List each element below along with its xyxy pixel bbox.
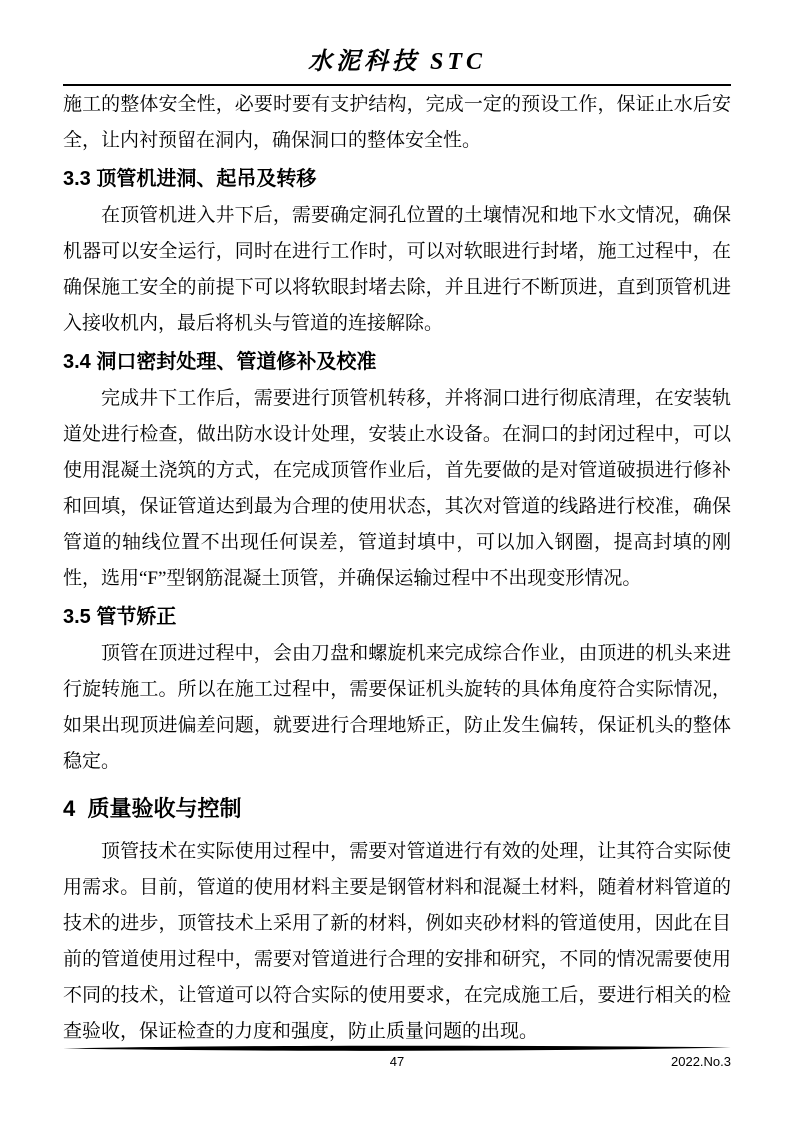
footer-text-row (63, 1054, 731, 1072)
section-paragraph: 顶管技术在实际使用过程中，需要对管道进行有效的处理，让其符合实际使用需求。目前，管道的使用材料主要是钢管材料和混凝土材料，随着材料管道的技术的进步，顶管技术上采用了新的材料，例如夹砂材料的管道使用，因此在目前的管道使用过程中，需要对管道进行合理的安排和研究，不同的情况需要使用不同的技术，让管道可以符合实际的使用要求，在完成施工后，要进行相关的检查验收，保证检查的力度和强度，防止质量问题的出现。 (63, 841, 731, 1042)
section-3-5 (63, 599, 731, 780)
section-heading: 3.3 顶管机进洞、起吊及转移 (63, 168, 317, 190)
section-3-4 (63, 344, 731, 597)
header-rule-divider (63, 84, 731, 86)
journal-title: 水泥科技 STC (307, 49, 486, 75)
footer-divider-bar (63, 1044, 731, 1054)
section-4 (63, 790, 731, 1050)
article-body (63, 87, 731, 1050)
section-heading: 3.4 洞口密封处理、管道修补及校准 (63, 351, 377, 373)
section-paragraph: 在顶管机进入井下后，需要确定洞孔位置的土壤情况和地下水文情况，确保机器可以安全运行，同时在进行工作时，可以对软眼进行封堵，施工过程中，在确保施工安全的前提下可以将软眼封堵去除，并且进行不断顶进，直到顶管机进入接收机内，最后将机头与管道的连接解除。 (63, 205, 731, 334)
section-heading: 4 质量验收与控制 (63, 796, 242, 821)
page-content-area (63, 46, 731, 1050)
page-footer (63, 1044, 731, 1072)
intro-paragraph: 施工的整体安全性，必要时要有支护结构，完成一定的预设工作，保证止水后安全，让内衬预留在洞内，确保洞口的整体安全性。 (63, 94, 731, 151)
section-paragraph: 顶管在顶进过程中，会由刀盘和螺旋机来完成综合作业，由顶进的机头来进行旋转施工。所以在施工过程中，需要保证机头旋转的具体角度符合实际情况，如果出现顶进偏差问题，就要进行合理地矫正，防止发生偏转，保证机头的整体稳定。 (63, 643, 731, 772)
page-number: 47 (389, 1054, 405, 1069)
section-heading: 3.5 管节矫正 (63, 606, 177, 628)
section-paragraph: 完成井下工作后，需要进行顶管机转移，并将洞口进行彻底清理，在安装轨道处进行检查，做出防水设计处理，安装止水设备。在洞口的封闭过程中，可以使用混凝土浇筑的方式，在完成顶管作业后，首先要做的是对管道破损进行修补和回填，保证管道达到最为合理的使用状态，其次对管道的线路进行校准，确保管道的轴线位置不出现任何误差，管道封填中，可以加入钢圈，提高封填的刚性，选用“F”型钢筋混凝土顶管，并确保运输过程中不出现变形情况。 (63, 388, 731, 589)
issue-number: 2022.No.3 (671, 1054, 731, 1069)
section-3-3 (63, 161, 731, 342)
